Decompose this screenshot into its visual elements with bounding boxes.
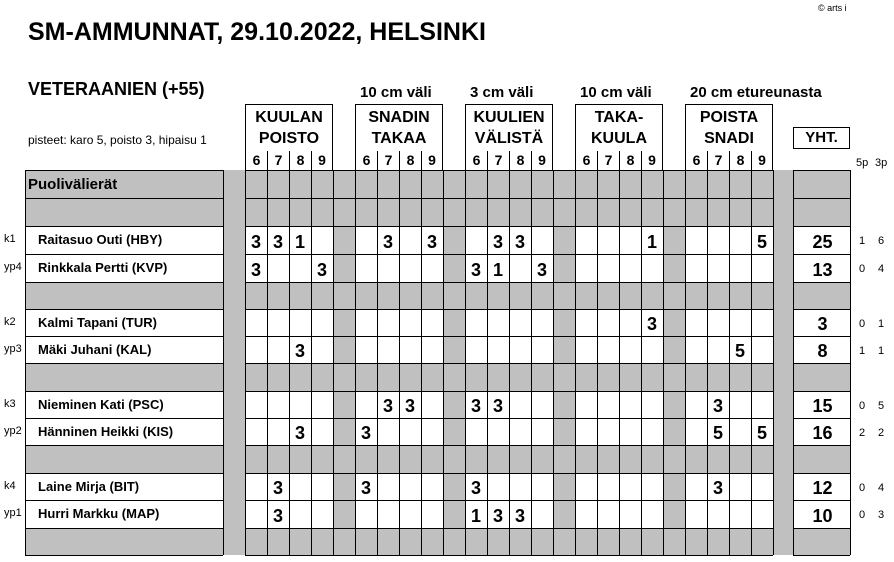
score-cell: 3 xyxy=(272,506,283,526)
seed-label: k4 xyxy=(4,480,16,492)
player-name: Mäki Juhani (KAL) xyxy=(38,342,152,357)
category-title: VETERAANIEN (+55) xyxy=(28,79,205,99)
five-points-header: 5p xyxy=(856,157,869,169)
player-total: 16 xyxy=(812,423,833,443)
score-cell: 3 xyxy=(294,341,305,361)
col-line xyxy=(311,170,312,555)
col-line xyxy=(25,170,26,555)
group-label-line1: SNADIN xyxy=(368,109,430,126)
threes-count: 4 xyxy=(877,263,885,275)
distance-header: 6 xyxy=(685,151,707,170)
col-line xyxy=(575,170,576,555)
col-line xyxy=(443,170,444,555)
distance-header: 8 xyxy=(619,151,641,170)
col-line xyxy=(619,170,620,555)
threes-count: 1 xyxy=(877,345,885,357)
section-band xyxy=(25,528,223,555)
section-band xyxy=(25,445,223,473)
player-total: 15 xyxy=(812,396,833,416)
score-cell: 3 xyxy=(360,478,371,498)
row-line xyxy=(793,170,850,171)
col-line xyxy=(597,170,598,555)
row-line xyxy=(793,309,850,310)
group-box xyxy=(355,104,443,151)
distance-header: 6 xyxy=(575,151,597,170)
group-header-note: 3 cm väli xyxy=(470,84,534,101)
col-line xyxy=(223,170,224,555)
group-label-line2: SNADI xyxy=(704,130,754,147)
score-cell: 3 xyxy=(514,506,525,526)
col-line xyxy=(685,170,686,555)
score-cell: 3 xyxy=(492,506,503,526)
col-line xyxy=(553,170,554,555)
threes-count: 2 xyxy=(877,427,885,439)
score-cell: 3 xyxy=(712,396,723,416)
group-box xyxy=(685,104,773,151)
threes-count: 5 xyxy=(877,400,885,412)
player-total: 12 xyxy=(812,478,833,498)
score-cell: 5 xyxy=(756,423,767,443)
distance-header: 7 xyxy=(597,151,619,170)
row-line xyxy=(793,555,850,556)
score-cell: 3 xyxy=(536,260,547,280)
player-total: 25 xyxy=(812,232,833,252)
section-label: Puolivälierät xyxy=(28,176,118,193)
distance-header: 7 xyxy=(487,151,509,170)
player-name: Hänninen Heikki (KIS) xyxy=(38,424,174,439)
group-box xyxy=(245,104,333,151)
group-header-note: 10 cm väli xyxy=(360,84,432,101)
score-cell: 3 xyxy=(470,396,481,416)
score-cell: 1 xyxy=(294,232,305,252)
fives-count: 1 xyxy=(858,345,866,357)
group-box xyxy=(575,104,663,151)
row-line xyxy=(25,391,223,392)
distance-header: 8 xyxy=(509,151,531,170)
fives-count: 0 xyxy=(858,263,866,275)
seed-label: yp1 xyxy=(4,507,22,519)
distance-header: 6 xyxy=(465,151,487,170)
distance-header: 9 xyxy=(421,151,443,170)
fives-count: 0 xyxy=(858,318,866,330)
row-line xyxy=(25,418,223,419)
row-line xyxy=(25,170,223,171)
row-line xyxy=(793,391,850,392)
page-title: SM-AMMUNNAT, 29.10.2022, HELSINKI xyxy=(28,18,486,46)
seed-label: yp4 xyxy=(4,261,22,273)
player-name: Nieminen Kati (PSC) xyxy=(38,397,164,412)
row-line xyxy=(25,198,223,199)
row-line xyxy=(25,500,223,501)
distance-header: 9 xyxy=(751,151,773,170)
score-cell: 3 xyxy=(426,232,437,252)
score-cell: 3 xyxy=(272,232,283,252)
fives-count: 1 xyxy=(858,235,866,247)
player-name: Laine Mirja (BIT) xyxy=(38,479,140,494)
seed-label: yp3 xyxy=(4,343,22,355)
seed-label: k3 xyxy=(4,398,16,410)
player-total: 10 xyxy=(812,506,833,526)
row-line xyxy=(25,336,223,337)
group-header-note: 20 cm etureunasta xyxy=(690,84,822,101)
row-line xyxy=(793,473,850,474)
row-line xyxy=(25,445,223,446)
group-label-line2: TAKAA xyxy=(371,130,427,147)
distance-header: 9 xyxy=(531,151,553,170)
player-total: 13 xyxy=(812,260,833,280)
score-cell: 3 xyxy=(250,260,261,280)
player-total: 8 xyxy=(817,341,828,361)
group-label-line1: TAKA- xyxy=(594,109,644,126)
seed-label: yp2 xyxy=(4,425,22,437)
score-cell: 5 xyxy=(734,341,745,361)
distance-header: 9 xyxy=(311,151,333,170)
player-name: Hurri Markku (MAP) xyxy=(38,506,160,521)
row-line xyxy=(25,473,223,474)
row-line xyxy=(25,528,223,529)
score-cell: 3 xyxy=(404,396,415,416)
threes-count: 4 xyxy=(877,482,885,494)
player-name: Kalmi Tapani (TUR) xyxy=(38,315,157,330)
group-box xyxy=(465,104,553,151)
group-separator xyxy=(773,170,793,555)
row-line xyxy=(25,309,223,310)
score-cell: 5 xyxy=(712,423,723,443)
row-line xyxy=(25,282,223,283)
distance-header: 7 xyxy=(707,151,729,170)
threes-count: 3 xyxy=(877,509,885,521)
row-line xyxy=(793,198,850,199)
three-points-header: 3p xyxy=(875,157,888,169)
fives-count: 0 xyxy=(858,509,866,521)
group-label-line1: POISTA xyxy=(699,109,759,126)
player-total: 3 xyxy=(817,314,828,334)
score-cell: 5 xyxy=(756,232,767,252)
seed-label: k2 xyxy=(4,316,16,328)
row-line xyxy=(25,254,223,255)
section-band xyxy=(25,198,223,226)
col-line xyxy=(531,170,532,555)
row-line xyxy=(793,226,850,227)
threes-count: 1 xyxy=(877,318,885,330)
row-line xyxy=(25,555,223,556)
section-band xyxy=(25,282,223,309)
distance-header: 7 xyxy=(377,151,399,170)
col-line xyxy=(663,170,664,555)
score-cell: 3 xyxy=(514,232,525,252)
group-label-line1: KUULIEN xyxy=(473,109,545,126)
row-line xyxy=(25,226,223,227)
score-cell: 3 xyxy=(272,478,283,498)
score-cell: 3 xyxy=(470,478,481,498)
score-cell: 3 xyxy=(712,478,723,498)
score-cell: 3 xyxy=(470,260,481,280)
group-label-line2: KUULA xyxy=(591,130,647,147)
player-name: Raitasuo Outi (HBY) xyxy=(38,232,163,247)
col-line xyxy=(773,170,774,555)
distance-header: 7 xyxy=(267,151,289,170)
group-label-line2: VÄLISTÄ xyxy=(474,130,544,147)
total-header: YHT. xyxy=(793,127,850,149)
score-cell: 3 xyxy=(382,232,393,252)
distance-header: 8 xyxy=(289,151,311,170)
score-cell: 3 xyxy=(492,232,503,252)
section-band xyxy=(25,363,223,391)
score-cell: 3 xyxy=(492,396,503,416)
copyright-notice: © arts i xyxy=(818,3,847,13)
score-cell: 1 xyxy=(646,232,657,252)
distance-header: 8 xyxy=(399,151,421,170)
distance-header: 8 xyxy=(729,151,751,170)
fives-count: 2 xyxy=(858,427,866,439)
group-label-line2: POISTO xyxy=(258,130,320,147)
score-cell: 3 xyxy=(316,260,327,280)
score-cell: 3 xyxy=(250,232,261,252)
score-cell: 3 xyxy=(360,423,371,443)
distance-header: 6 xyxy=(355,151,377,170)
group-header-note: 10 cm väli xyxy=(580,84,652,101)
score-cell: 3 xyxy=(646,314,657,334)
col-line xyxy=(333,170,334,555)
seed-label: k1 xyxy=(4,233,16,245)
score-cell: 1 xyxy=(470,506,481,526)
score-cell: 1 xyxy=(492,260,503,280)
threes-count: 6 xyxy=(877,235,885,247)
player-name: Rinkkala Pertti (KVP) xyxy=(38,260,168,275)
group-label-line1: KUULAN xyxy=(255,109,323,126)
score-cell: 3 xyxy=(382,396,393,416)
col-line xyxy=(399,170,400,555)
group-separator xyxy=(223,170,245,555)
score-cell: 3 xyxy=(294,423,305,443)
row-line xyxy=(25,363,223,364)
scoring-rules: pisteet: karo 5, poisto 3, hipaisu 1 xyxy=(28,133,207,147)
fives-count: 0 xyxy=(858,482,866,494)
fives-count: 0 xyxy=(858,400,866,412)
row-line xyxy=(245,555,773,556)
distance-header: 9 xyxy=(641,151,663,170)
distance-header: 6 xyxy=(245,151,267,170)
